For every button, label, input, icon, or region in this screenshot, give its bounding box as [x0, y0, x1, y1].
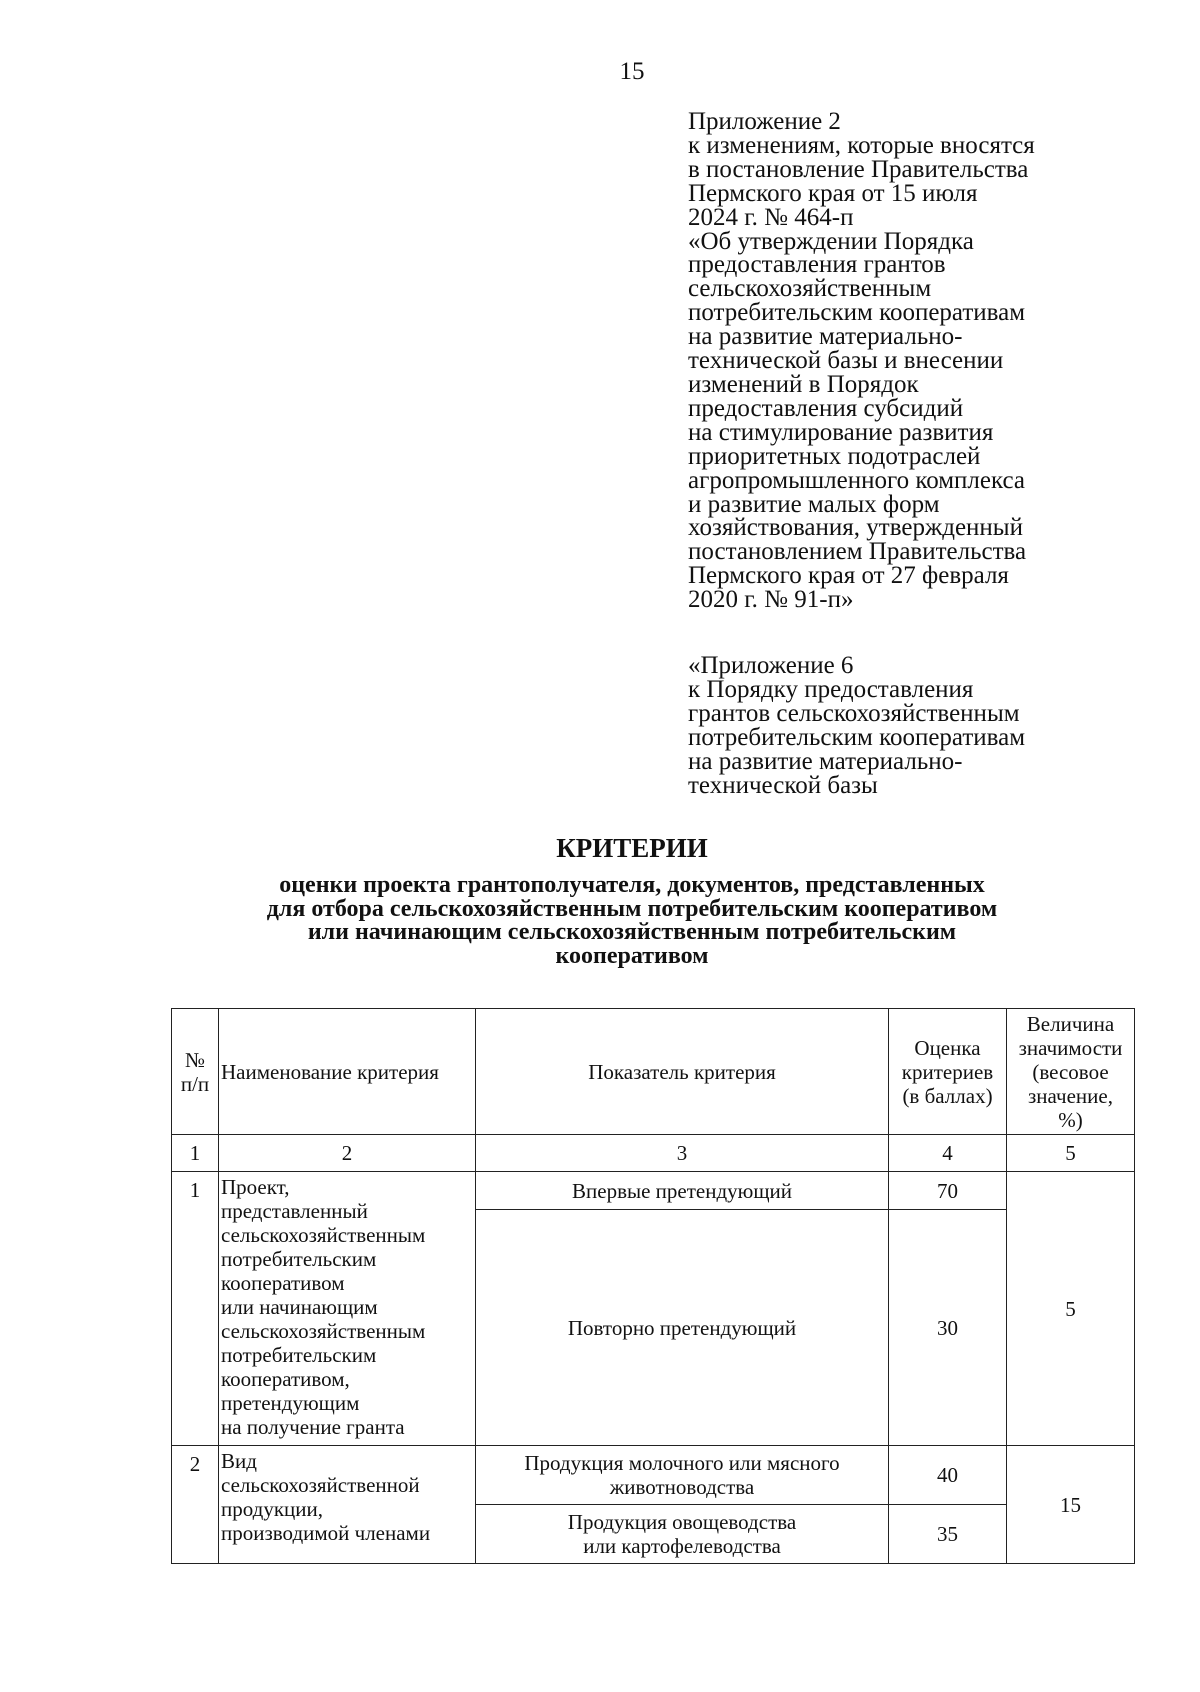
- criterion-name: [219, 1446, 476, 1564]
- table-row: [172, 1446, 1135, 1505]
- header-score: [889, 1009, 1007, 1135]
- row-number: 2: [172, 1446, 219, 1564]
- indicator-cell: Повторно претендующий: [476, 1210, 889, 1446]
- appendix-line: агропромышленного комплекса: [688, 466, 1026, 494]
- indicator-line: Продукция овощеводства: [567, 1510, 797, 1534]
- appendix-line: в постановление Правительства: [688, 155, 1029, 183]
- header-score-line: Оценка: [914, 1035, 981, 1060]
- appendix-line: к изменениям, которые вносятся: [688, 131, 1035, 159]
- header-score-line: (в баллах): [902, 1083, 993, 1108]
- appendix-line: 2020 г. № 91-п»: [688, 586, 854, 614]
- column-number-row: [172, 1135, 1135, 1172]
- appendix-line: постановлением Правительства: [688, 538, 1027, 566]
- weight-cell: 5: [1007, 1172, 1135, 1446]
- col-number: 5: [1007, 1135, 1135, 1172]
- appendix6-line: к Порядку предоставления: [688, 675, 974, 703]
- criterion-name-line: кооперативом: [221, 1271, 345, 1295]
- weight-cell: 15: [1007, 1446, 1135, 1564]
- indicator-line: животноводства: [609, 1475, 755, 1499]
- header-weight-line: значение,: [1028, 1083, 1113, 1108]
- document-title: КРИТЕРИИ: [556, 833, 708, 863]
- appendix6-line: «Приложение 6: [688, 652, 854, 679]
- header-weight-line: Величина: [1026, 1011, 1115, 1036]
- indicator-line: или картофелеводства: [583, 1534, 781, 1558]
- subtitle-line: оценки проекта грантополучателя, документов, представленных: [279, 872, 985, 898]
- criterion-name-line: представленный: [221, 1199, 368, 1223]
- criterion-name-line: сельскохозяйственным: [221, 1319, 426, 1343]
- appendix-line: приоритетных подотраслей: [688, 442, 981, 470]
- criterion-name-line: Вид: [221, 1449, 257, 1473]
- appendix-line: предоставления субсидий: [688, 394, 964, 422]
- appendix-6-header: [688, 654, 1168, 797]
- appendix6-line: грантов сельскохозяйственным: [688, 699, 1020, 727]
- appendix6-line: на развитие материально-: [688, 747, 963, 775]
- appendix-line: на стимулирование развития: [688, 418, 994, 446]
- appendix-line: Пермского края от 27 февраля: [688, 562, 1009, 590]
- table-row: [172, 1172, 1135, 1210]
- indicator-line: Продукция молочного или мясного: [524, 1451, 840, 1475]
- score-cell: 40: [889, 1446, 1007, 1505]
- appendix-line: сельскохозяйственным: [688, 275, 932, 303]
- appendix-line: 2024 г. № 464-п: [688, 203, 854, 231]
- indicator-cell: [476, 1446, 889, 1505]
- criterion-name-line: Проект,: [221, 1175, 290, 1199]
- criterion-name-line: или начинающим: [221, 1295, 378, 1319]
- header-indicator: Показатель критерия: [476, 1009, 889, 1135]
- header-num-line: №: [184, 1047, 206, 1072]
- criterion-name-line: сельскохозяйственной: [221, 1473, 420, 1497]
- appendix-line: Пермского края от 15 июля: [688, 179, 978, 207]
- page-number: 15: [619, 58, 645, 85]
- criterion-name-line: потребительским: [221, 1247, 377, 1271]
- appendix-line: Приложение 2: [688, 108, 841, 135]
- col-number: 2: [219, 1135, 476, 1172]
- criterion-name-line: сельскохозяйственным: [221, 1223, 426, 1247]
- header-weight-line: %): [1058, 1107, 1083, 1132]
- col-number: 4: [889, 1135, 1007, 1172]
- header-name: Наименование критерия: [219, 1009, 476, 1135]
- score-cell: 70: [889, 1172, 1007, 1210]
- criteria-table: [171, 1008, 1135, 1564]
- subtitle-line: для отбора сельскохозяйственным потребительским кооперативом: [266, 895, 998, 922]
- table-header-row: [172, 1009, 1135, 1135]
- indicator-cell: [476, 1505, 889, 1564]
- appendix-line: «Об утверждении Порядка: [688, 227, 974, 255]
- header-num: [172, 1009, 219, 1135]
- appendix6-line: потребительским кооперативам: [688, 723, 1026, 751]
- header-num-line: п/п: [180, 1071, 210, 1096]
- criterion-name-line: претендующим: [221, 1391, 360, 1415]
- row-number: 1: [172, 1172, 219, 1446]
- appendix-line: потребительским кооперативам: [688, 299, 1026, 327]
- appendix-line: и развитие малых форм: [688, 490, 940, 518]
- appendix-2-header: [688, 110, 1168, 612]
- criterion-name-line: производимой членами: [221, 1521, 431, 1545]
- subtitle-line: или начинающим сельскохозяйственным потребительским: [307, 919, 957, 945]
- header-weight-line: значимости: [1018, 1035, 1123, 1060]
- appendix-line: изменений в Порядок: [688, 370, 919, 398]
- criterion-name-line: потребительским: [221, 1343, 377, 1367]
- header-score-line: критериев: [901, 1059, 994, 1084]
- document-subtitle: [170, 874, 1094, 968]
- subtitle-line: кооперативом: [555, 942, 709, 969]
- criterion-name: [219, 1172, 476, 1446]
- appendix-line: технической базы и внесении: [688, 347, 1004, 375]
- appendix6-line: технической базы: [688, 771, 878, 799]
- col-number: 3: [476, 1135, 889, 1172]
- criterion-name-line: на получение гранта: [221, 1415, 405, 1439]
- score-cell: 35: [889, 1505, 1007, 1564]
- col-number: 1: [172, 1135, 219, 1172]
- criterion-name-line: продукции,: [221, 1497, 323, 1521]
- score-cell: 30: [889, 1210, 1007, 1446]
- header-weight: [1007, 1009, 1135, 1135]
- indicator-cell: Впервые претендующий: [476, 1172, 889, 1210]
- criterion-name-line: кооперативом,: [221, 1367, 350, 1391]
- appendix-line: хозяйствования, утвержденный: [688, 514, 1023, 542]
- appendix-line: на развитие материально-: [688, 323, 963, 351]
- appendix-line: предоставления грантов: [688, 251, 946, 279]
- header-weight-line: (весовое: [1032, 1059, 1109, 1084]
